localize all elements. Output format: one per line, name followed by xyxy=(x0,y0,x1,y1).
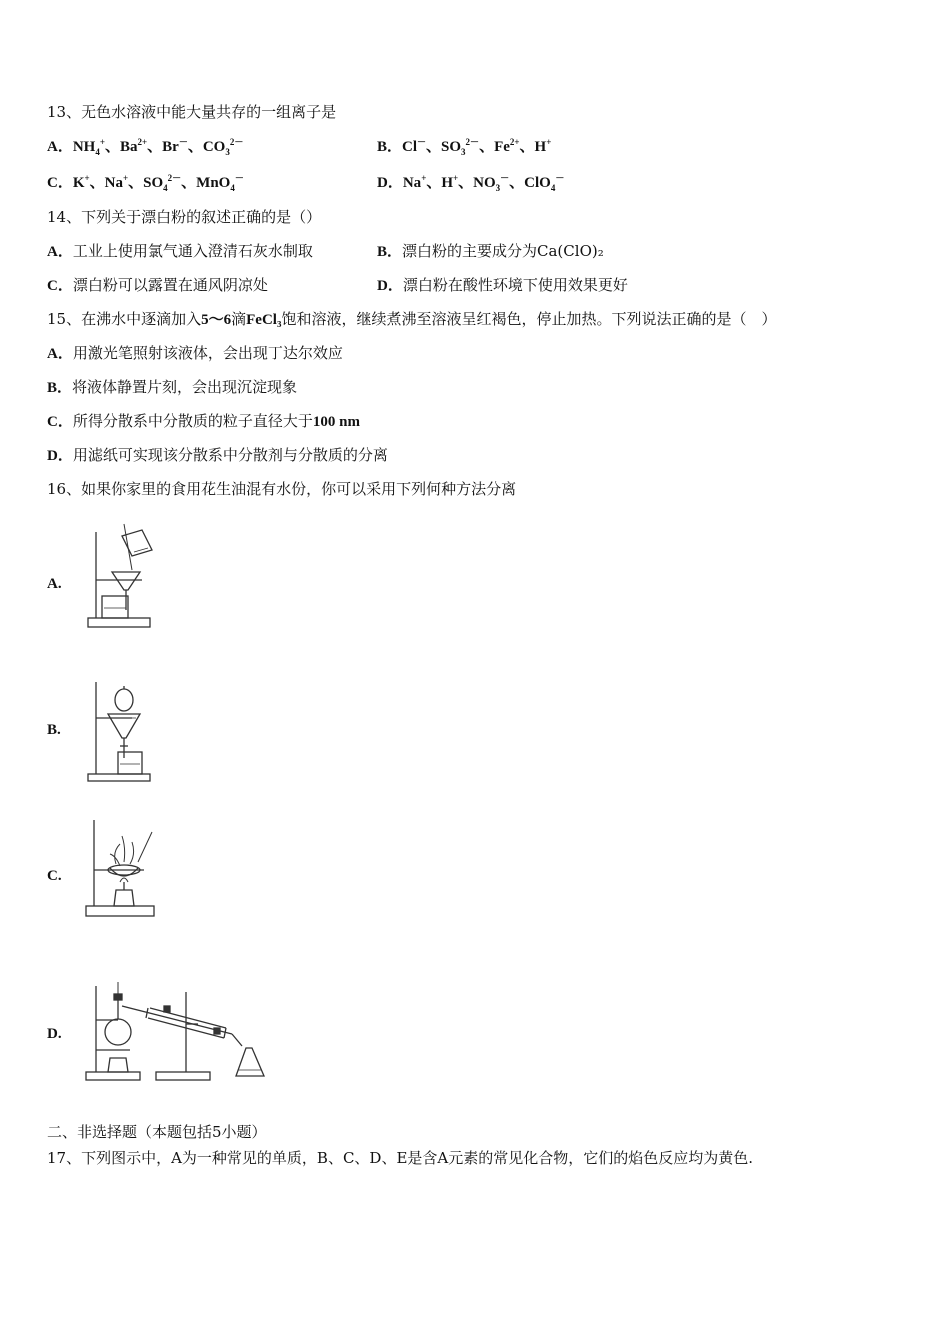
q14-option-d: D．漂白粉在酸性环境下使用效果更好 xyxy=(377,276,628,294)
q16-option-c-label: C. xyxy=(47,868,62,884)
q13-option-a: A．$NH_4^+$、$Ba^{2+}$、Br－、$CO_3^{2-}$ xyxy=(47,137,244,157)
q13-option-d: D．Na+、H+、$NO_3^-$、ClO$_4$－ xyxy=(377,173,565,193)
q16-option-a-label: A. xyxy=(47,576,62,592)
separatory-funnel-apparatus-icon xyxy=(82,678,162,786)
q16-option-b-label: B. xyxy=(47,722,61,738)
q15-option-c: C．所得分散系中分散质的粒子直径大于100 nm xyxy=(47,412,360,430)
section-2-title: 二、非选择题（本题包括5小题） xyxy=(47,1123,267,1141)
q16-option-d-label: D. xyxy=(47,1026,62,1042)
q15-option-a: A．用激光笔照射该液体，会出现丁达尔效应 xyxy=(47,344,343,362)
q13-option-c: C．K+、Na+、$SO_4^{2-}$、MnO$_4$－ xyxy=(47,173,244,193)
q15-stem: 15、在沸水中逐滴加入5～6滴FeCl₃饱和溶液，继续煮沸至溶液呈红褐色，停止加热。下列说法正确的是（ ） xyxy=(47,310,777,328)
q13-stem: 13、无色水溶液中能大量共存的一组离子是 xyxy=(47,103,337,121)
distillation-apparatus-icon xyxy=(82,972,274,1088)
q14-option-a: A．工业上使用氯气通入澄清石灰水制取 xyxy=(47,242,313,260)
q15-option-d: D．用滤纸可实现该分散系中分散剂与分散质的分离 xyxy=(47,446,388,464)
evaporation-apparatus-icon xyxy=(82,816,162,924)
q15-option-b: B．将液体静置片刻，会出现沉淀现象 xyxy=(47,378,298,396)
q13-option-b: B．Cl－、$SO_3^{2-}$、$Fe^{2+}$、H+ xyxy=(377,137,552,157)
q17-stem: 17、下列图示中，A为一种常见的单质，B、C、D、E是含A元素的常见化合物，它们的焰色反应均为黄色. xyxy=(47,1149,754,1167)
q14-option-c: C．漂白粉可以露置在通风阴凉处 xyxy=(47,276,268,294)
q16-stem: 16、如果你家里的食用花生油混有水份，你可以采用下列何种方法分离 xyxy=(47,480,517,498)
q14-option-b: B．漂白粉的主要成分为Ca(ClO)₂ xyxy=(377,242,604,260)
filtration-apparatus-icon xyxy=(82,522,162,634)
q14-stem: 14、下列关于漂白粉的叙述正确的是（） xyxy=(47,208,322,226)
